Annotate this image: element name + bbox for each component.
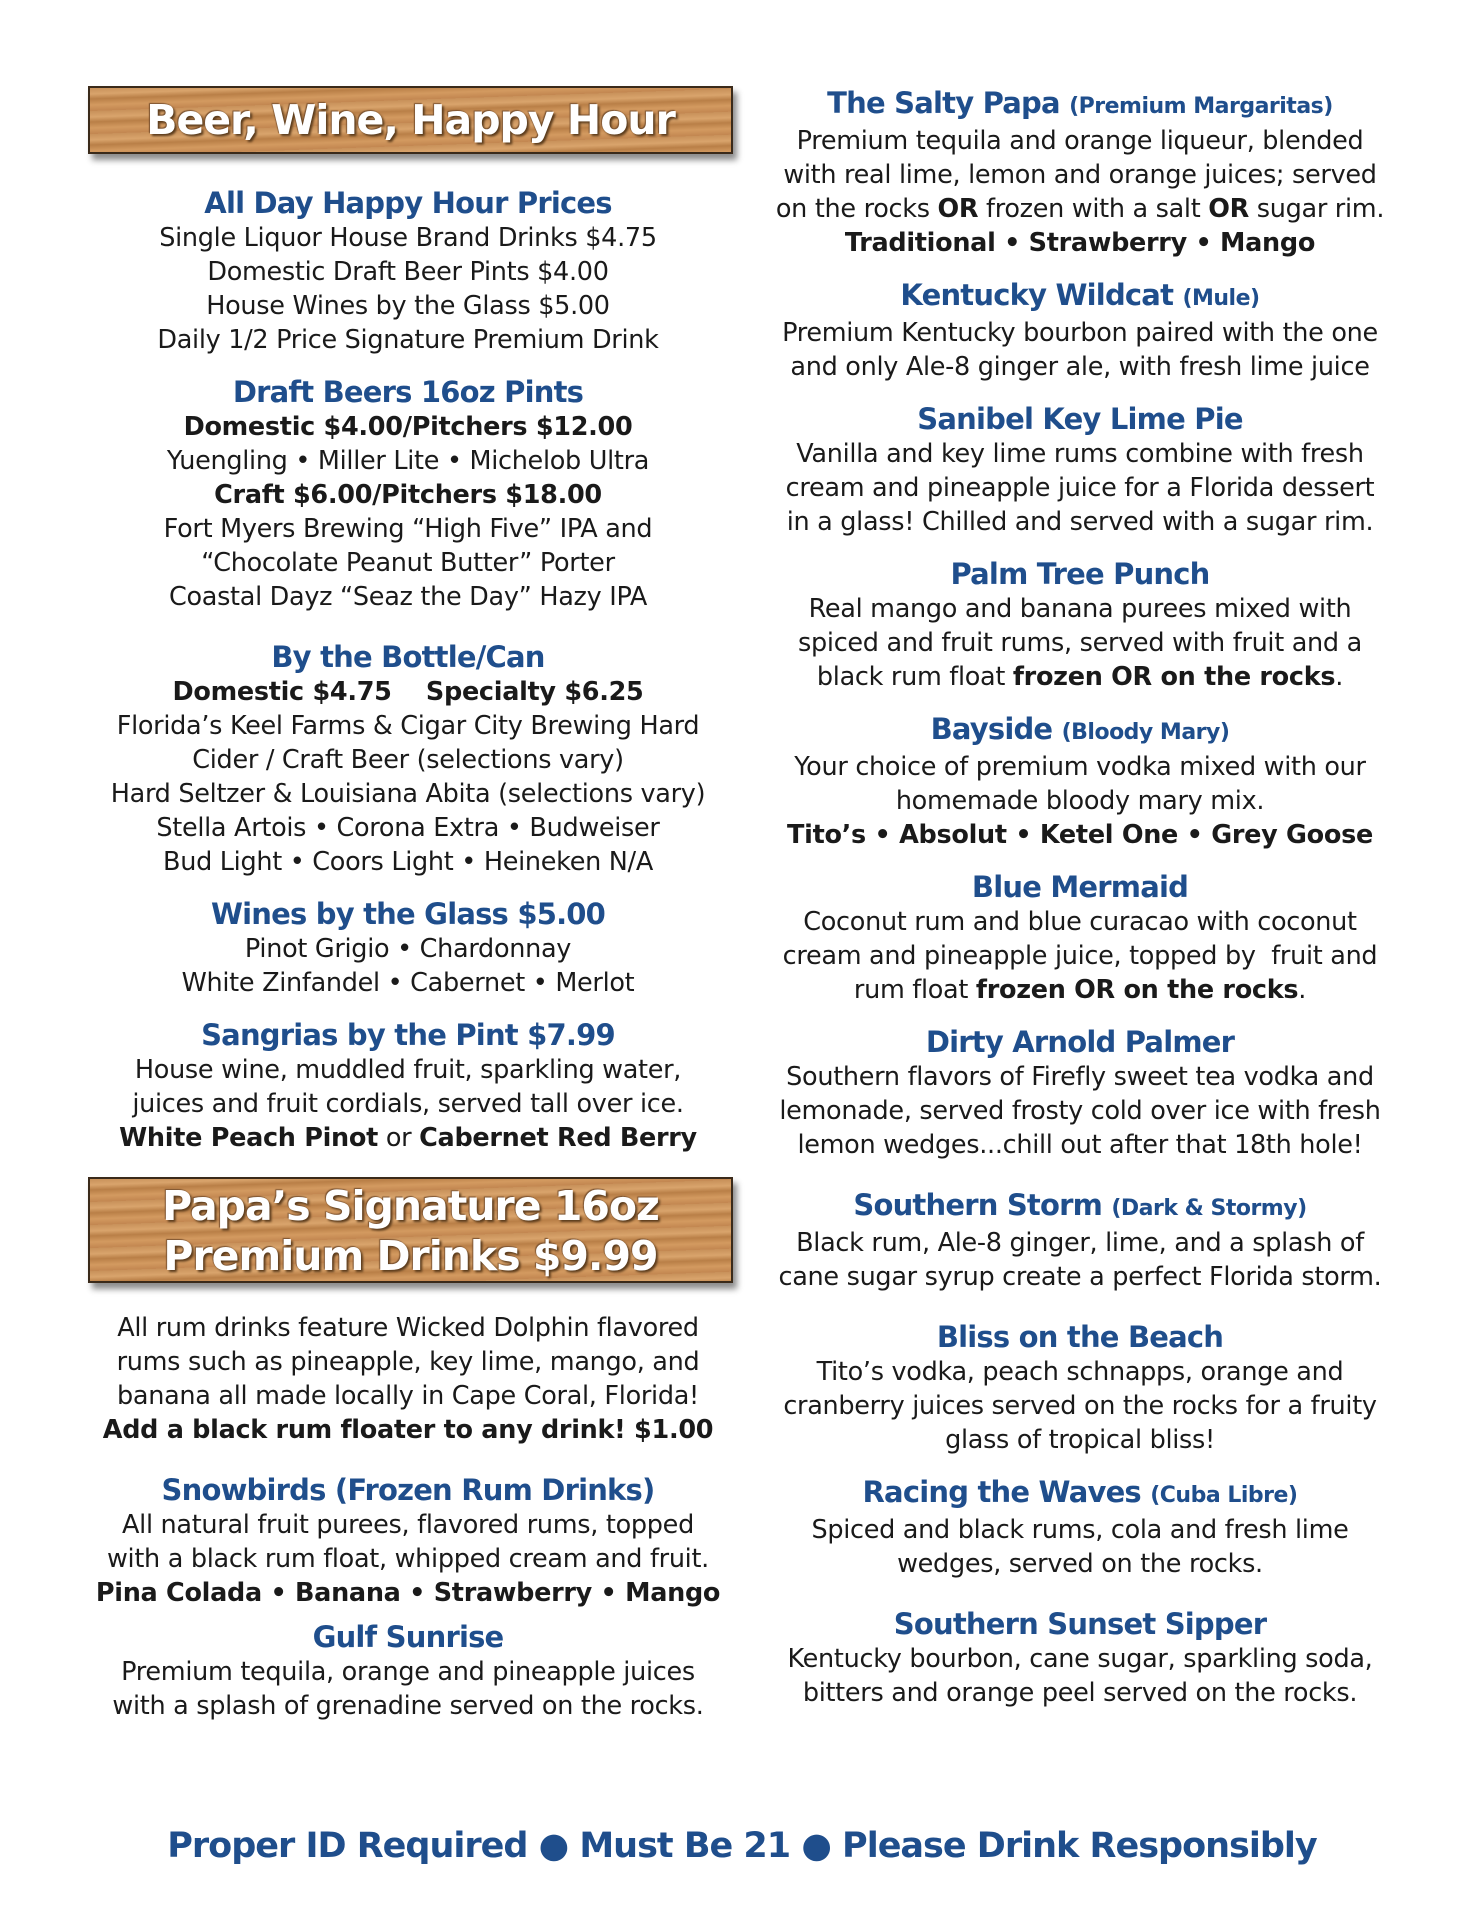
text-run: sugar rim. — [1248, 194, 1385, 224]
section-heading: Snowbirds (Frozen Rum Drinks) — [161, 1473, 655, 1507]
left-column — [88, 86, 728, 1723]
menu-line: spiced and fruit rums, served with fruit and a — [798, 628, 1362, 658]
drink-heading: Bliss on the Beach — [936, 1320, 1224, 1354]
footer-notice: Proper ID Required ● Must Be 21 ● Please Drink Responsibly — [167, 1826, 1317, 1866]
gulf-sunrise-section — [88, 1620, 728, 1723]
sangria-choices — [88, 1121, 728, 1155]
menu-line: banana all made locally in Cape Coral, Florida! — [117, 1381, 699, 1411]
southern-storm-section — [760, 1188, 1400, 1294]
menu-line: Coastal Dayz “Seaz the Day” Hazy IPA — [168, 582, 648, 612]
drink-heading — [760, 1475, 1400, 1513]
drink-name: The Salty Papa — [827, 86, 1060, 120]
beer-wine-banner — [88, 86, 733, 154]
menu-line: “Chocolate Peanut Butter” Porter — [201, 548, 615, 578]
drink-heading — [760, 278, 1400, 316]
text-run: rum float — [853, 975, 976, 1005]
banner-title: Beer, Wine, Happy Hour — [146, 96, 675, 144]
drink-name: Kentucky Wildcat — [900, 278, 1174, 312]
menu-line: Stella Artois • Corona Extra • Budweiser — [156, 813, 660, 843]
menu-line: homemade bloody mary mix. — [895, 786, 1265, 816]
racing-the-waves-section — [760, 1475, 1400, 1581]
floater-line: Add a black rum floater to any drink! $1.00 — [102, 1415, 714, 1445]
choice-or: or — [378, 1123, 420, 1153]
drink-subtitle: (Cuba Libre) — [1150, 1483, 1298, 1508]
menu-line: Domestic Draft Beer Pints $4.00 — [207, 257, 609, 287]
price-line: Domestic $4.00/Pitchers $12.00 — [183, 412, 633, 442]
drink-name: Bayside — [930, 712, 1053, 746]
drink-heading — [760, 1188, 1400, 1226]
text-run: on the rocks — [775, 194, 938, 224]
menu-line: Cider / Craft Beer (selections vary) — [192, 745, 624, 775]
menu-line: Tito’s vodka, peach schnapps, orange and — [816, 1357, 1344, 1387]
southern-sunset-sipper-section — [760, 1607, 1400, 1710]
drink-heading — [760, 86, 1400, 124]
drink-subtitle: (Mule) — [1182, 286, 1260, 311]
flavor-line: Pina Colada • Banana • Strawberry • Mango — [95, 1578, 721, 1608]
drink-heading: Palm Tree Punch — [950, 557, 1210, 591]
menu-line: Bud Light • Coors Light • Heineken N/A — [163, 847, 653, 877]
salty-papa-section — [760, 86, 1400, 260]
drink-name: Southern Storm — [853, 1188, 1103, 1222]
menu-line: juices and fruit cordials, served tall over ice. — [132, 1089, 684, 1119]
menu-line: with real lime, lemon and orange juices; served — [783, 160, 1377, 190]
menu-line: lemon wedges...chill out after that 18th hole! — [797, 1130, 1363, 1160]
menu-line: Hard Seltzer & Louisiana Abita (selections vary) — [110, 779, 706, 809]
menu-line: Florida’s Keel Farms & Cigar City Brewing Hard — [116, 711, 700, 741]
drink-subtitle: (Dark & Stormy) — [1111, 1196, 1307, 1221]
sangria-section — [88, 1018, 728, 1155]
key-lime-pie-section — [760, 402, 1400, 539]
signature-drinks-banner — [88, 1177, 733, 1283]
choice-b: Cabernet Red Berry — [419, 1123, 697, 1153]
snowbirds-section — [88, 1473, 728, 1610]
happy-hour-section — [88, 186, 728, 357]
drink-heading: Dirty Arnold Palmer — [925, 1025, 1235, 1059]
menu-line: Fort Myers Brewing “High Five” IPA and — [163, 514, 653, 544]
palm-tree-punch-section — [760, 557, 1400, 694]
text-run: OR — [937, 194, 979, 224]
section-heading: Wines by the Glass $5.00 — [210, 897, 606, 931]
drink-heading: Sanibel Key Lime Pie — [917, 402, 1243, 436]
menu-line: Spiced and black rums, cola and fresh lime — [811, 1515, 1349, 1545]
choice-a: White Peach Pinot — [119, 1123, 379, 1153]
menu-line: Pinot Grigio • Chardonnay — [244, 934, 572, 964]
menu-line: with a splash of grenadine served on the rocks. — [112, 1691, 704, 1721]
price-line: Craft $6.00/Pitchers $18.00 — [214, 480, 602, 510]
section-heading: Sangrias by the Pint $7.99 — [201, 1018, 615, 1052]
menu-line: lemonade, served frosty cold over ice with fresh — [779, 1096, 1381, 1126]
menu-line: and only Ale-8 ginger ale, with fresh lime juice — [790, 352, 1370, 382]
menu-line: All natural fruit purees, flavored rums, topped — [122, 1510, 694, 1540]
menu-line — [760, 660, 1400, 694]
menu-line: Kentucky bourbon, cane sugar, sparkling soda, — [787, 1644, 1373, 1674]
menu-line: Daily 1/2 Price Signature Premium Drink — [157, 325, 659, 355]
text-run: frozen OR on the rocks — [1012, 662, 1336, 692]
menu-line: cream and pineapple juice for a Florida dessert — [785, 473, 1375, 503]
menu-line: cream and pineapple juice, topped by fruit and — [782, 941, 1378, 971]
banner-line: Premium Drinks $9.99 — [163, 1232, 658, 1280]
menu-line: with a black rum float, whipped cream and fruit. — [107, 1544, 709, 1574]
text-run: OR — [1208, 194, 1249, 224]
drink-subtitle: (Premium Margaritas) — [1069, 94, 1333, 119]
menu-line: Real mango and banana purees mixed with — [808, 594, 1352, 624]
draft-beer-section — [88, 375, 728, 614]
bottle-can-section — [88, 640, 728, 879]
menu-line: Premium tequila, orange and pineapple juices — [121, 1657, 695, 1687]
menu-line: Your choice of premium vodka mixed with our — [794, 752, 1366, 782]
text-run: frozen OR on the rocks — [975, 975, 1299, 1005]
menu-line: bitters and orange peel served on the rocks. — [802, 1678, 1358, 1708]
menu-line: Southern flavors of Firefly sweet tea vodka and — [786, 1062, 1374, 1092]
menu-line: rums such as pineapple, key lime, mango, and — [116, 1347, 700, 1377]
section-heading: All Day Happy Hour Prices — [204, 186, 612, 220]
banner-line: Papa’s Signature 16oz — [162, 1182, 659, 1230]
menu-line: cane sugar syrup create a perfect Florida storm. — [778, 1262, 1382, 1292]
section-heading: By the Bottle/Can — [271, 640, 545, 674]
dirty-arnold-palmer-section — [760, 1025, 1400, 1162]
menu-line: Coconut rum and blue curacao with coconut — [803, 907, 1357, 937]
menu-line: Yuengling • Miller Lite • Michelob Ultra — [166, 446, 650, 476]
menu-line: Vanilla and key lime rums combine with fresh — [796, 439, 1364, 469]
flavor-line: Traditional • Strawberry • Mango — [844, 228, 1316, 258]
right-column — [760, 86, 1400, 1710]
bliss-on-the-beach-section — [760, 1320, 1400, 1457]
menu-line — [760, 973, 1400, 1007]
menu-line: Single Liquor House Brand Drinks $4.75 — [159, 223, 657, 253]
drink-name: Racing the Waves — [862, 1475, 1141, 1509]
blue-mermaid-section — [760, 870, 1400, 1007]
menu-line: All rum drinks feature Wicked Dolphin flavored — [117, 1313, 699, 1343]
drink-heading: Blue Mermaid — [971, 870, 1189, 904]
text-run: . — [1335, 662, 1344, 692]
menu-line: White Zinfandel • Cabernet • Merlot — [181, 968, 635, 998]
drink-heading — [760, 712, 1400, 750]
menu-line: Black rum, Ale-8 ginger, lime, and a splash of — [796, 1228, 1364, 1258]
wines-section — [88, 897, 728, 1000]
menu-line: House Wines by the Glass $5.00 — [206, 291, 610, 321]
text-run: black rum float — [816, 662, 1013, 692]
section-heading: Draft Beers 16oz Pints — [232, 375, 584, 409]
menu-line: Premium Kentucky bourbon paired with the one — [782, 318, 1378, 348]
text-run: . — [1298, 975, 1307, 1005]
menu-line: glass of tropical bliss! — [945, 1425, 1215, 1455]
menu-line: Premium tequila and orange liqueur, blended — [796, 126, 1364, 156]
rum-intro-section — [88, 1311, 728, 1447]
menu-line: cranberry juices served on the rocks for a fruity — [783, 1391, 1377, 1421]
drink-subtitle: (Bloody Mary) — [1061, 720, 1230, 745]
bayside-section — [760, 712, 1400, 852]
kentucky-wildcat-section — [760, 278, 1400, 384]
text-run: frozen with a salt — [978, 194, 1209, 224]
drink-heading: Southern Sunset Sipper — [893, 1607, 1267, 1641]
menu-line: in a glass! Chilled and served with a sugar rim. — [786, 507, 1374, 537]
section-heading: Gulf Sunrise — [312, 1620, 504, 1654]
menu-line — [760, 192, 1400, 226]
menu-line: wedges, served on the rocks. — [897, 1549, 1263, 1579]
flavor-line: Tito’s • Absolut • Ketel One • Grey Goose — [787, 820, 1373, 850]
price-line: Domestic $4.75 Specialty $6.25 — [172, 677, 644, 707]
menu-line: House wine, muddled fruit, sparkling water, — [134, 1055, 682, 1085]
